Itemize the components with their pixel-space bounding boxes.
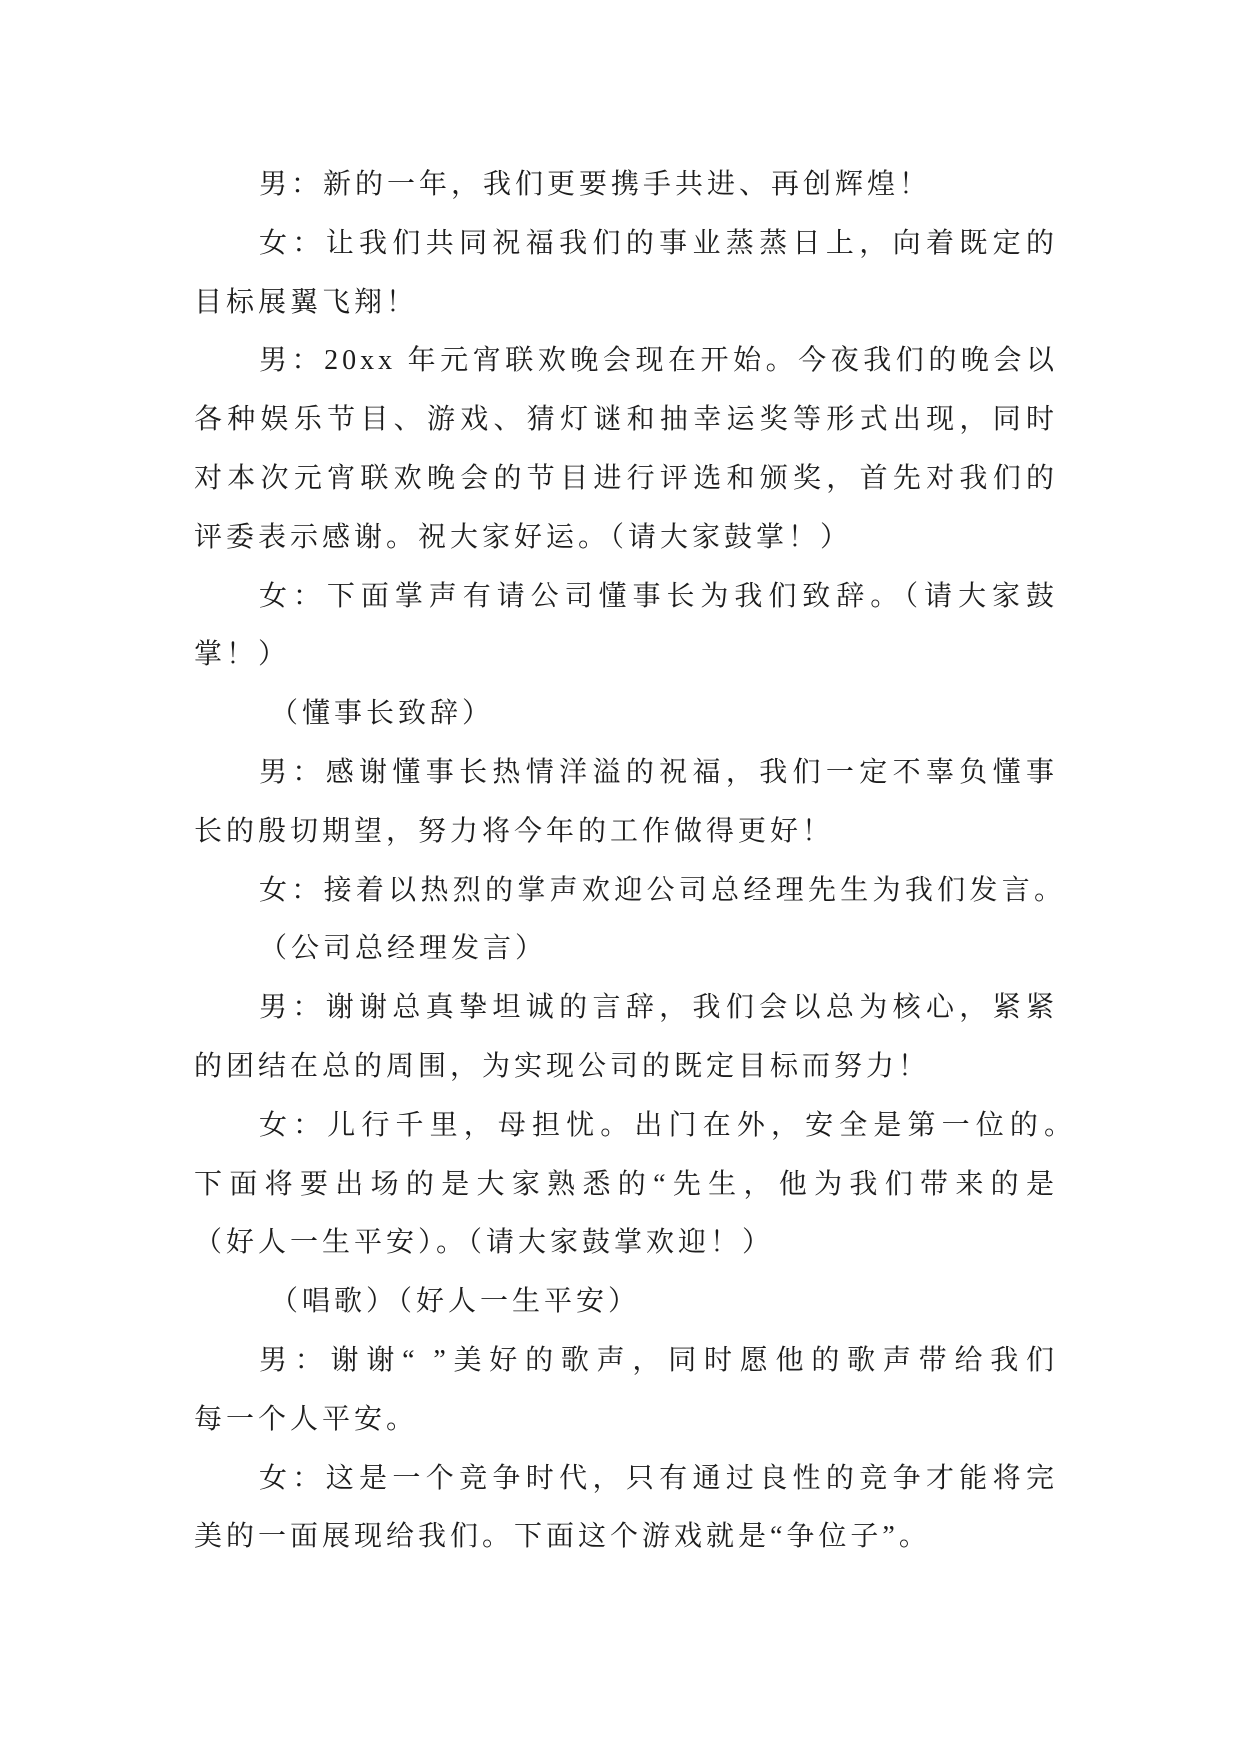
text-line-15: 男：谢谢总真挚坦诚的言辞，我们会以总为核心，紧紧	[259, 992, 1058, 1024]
text-line-5: 各种娱乐节目、游戏、猜灯谜和抽幸运奖等形式出现，同时	[194, 404, 1058, 436]
text-line-20: （唱歌）（好人一生平安）	[270, 1286, 641, 1318]
text-line-24: 美的一面展现给我们。下面这个游戏就是“争位子”。	[194, 1521, 931, 1553]
document-body	[194, 156, 1076, 1567]
text-line-7: 评委表示感谢。祝大家好运。（请大家鼓掌！）	[194, 521, 853, 553]
text-line-21: 男：谢谢“ ”美好的歌声，同时愿他的歌声带给我们	[259, 1344, 1058, 1376]
text-line-18: 下面将要出场的是大家熟悉的“先生，他为我们带来的是	[194, 1168, 1058, 1200]
text-line-3: 目标展翼飞翔！	[194, 286, 419, 318]
text-line-12: 长的殷切期望，努力将今年的工作做得更好！	[194, 815, 835, 847]
text-line-1: 男：新的一年，我们更要携手共进、再创辉煌！	[259, 169, 932, 200]
text-line-13: 女：接着以热烈的掌声欢迎公司总经理先生为我们发言。	[259, 874, 1066, 906]
text-line-11: 男：感谢懂事长热情洋溢的祝福，我们一定不辜负懂事	[259, 756, 1058, 788]
text-line-10: （懂事长致辞）	[270, 698, 495, 730]
text-line-23: 女：这是一个竞争时代，只有通过良性的竞争才能将完	[259, 1462, 1058, 1494]
text-line-2: 女：让我们共同祝福我们的事业蒸蒸日上，向着既定的	[259, 227, 1058, 259]
text-line-22: 每一个人平安。	[194, 1403, 419, 1435]
text-line-4: 男：20xx 年元宵联欢晚会现在开始。今夜我们的晚会以	[259, 345, 1058, 377]
text-line-14: （公司总经理发言）	[259, 933, 548, 965]
text-line-17: 女：儿行千里，母担忧。出门在外，安全是第一位的。	[259, 1109, 1076, 1141]
text-line-19: （好人一生平安）。（请大家鼓掌欢迎！）	[194, 1227, 775, 1259]
text-line-9: 掌！）	[194, 639, 291, 671]
text-line-8: 女：下面掌声有请公司懂事长为我们致辞。（请大家鼓	[259, 580, 1058, 612]
text-line-6: 对本次元宵联欢晚会的节目进行评选和颁奖，首先对我们的	[194, 462, 1058, 494]
text-line-16: 的团结在总的周围，为实现公司的既定目标而努力！	[194, 1050, 931, 1082]
